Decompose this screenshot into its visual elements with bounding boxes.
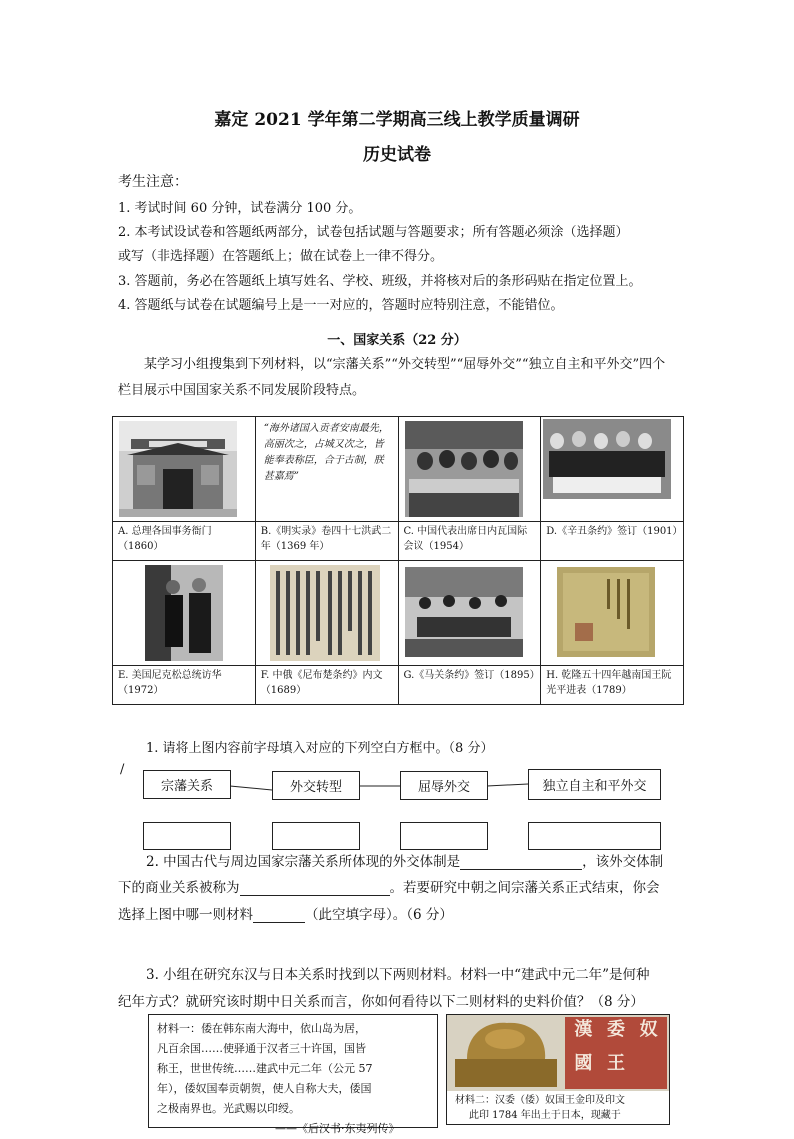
notice-item: 2. 本考试设试卷和答题纸两部分，试卷包括试题与答题要求；所有答题必须涂（选择题） [118, 225, 629, 240]
caption-e: E. 美国尼克松总统访华（1972） [118, 670, 222, 696]
exam-title: 嘉定 2021 学年第二学期高三线上教学质量调研 [214, 110, 580, 130]
answer-blank-2[interactable] [272, 822, 360, 850]
category-box-zongfan: 宗藩关系 [143, 770, 231, 799]
material-2-box [446, 1014, 670, 1125]
seal-impression: 漢 委 奴 國 王 [574, 1019, 658, 1074]
answer-line[interactable] [460, 853, 582, 870]
caption-f: F. 中俄《尼布楚条约》内文（1689） [260, 670, 383, 696]
section-heading: 一、国家关系（22 分） [327, 333, 467, 348]
material-2-caption: 材料二：汉委（倭）奴国王金印及印文 此印 1784 年出土于日本，现藏于 [455, 1095, 625, 1121]
material-1-box: 材料一：倭在韩东南大海中，依山岛为居， 凡百余国……使驿通于汉者三十许国，国皆 称王，世世传统……建武中元二年（公元 57 年），倭奴国奉贡朝贺，使人自称大夫，倭国 之极南界也。光武赐以印绶。 ——《后汉书·东夷列传》 [148, 1014, 438, 1128]
notice-heading: 考生注意： [118, 174, 188, 190]
notice-item: 1. 考试时间 60 分钟，试卷满分 100 分。 [118, 201, 362, 216]
question-3-line-1: 3. 小组在研究东汉与日本关系时找到以下两则材料。材料一中“建武中元二年”是何种 [146, 967, 650, 983]
answer-line[interactable] [240, 879, 390, 896]
quote-text: “海外诸国入贡者安南最先，高丽次之，占城又次之，皆能奉表称臣，合于古制，朕甚嘉焉” [263, 423, 389, 482]
caption-d: D.《辛丑条约》签订（1901） [546, 526, 683, 537]
category-box-transition: 外交转型 [272, 771, 360, 800]
question-2-line-1: 2. 中国古代与周边国家宗藩关系所体现的外交体制是 ，该外交体制 [146, 854, 664, 870]
category-box-independent: 独立自主和平外交 [528, 769, 661, 800]
exam-subtitle: 历史试卷 [363, 145, 431, 165]
notice-item: 或写（非选择题）在答题纸上；做在试卷上一律不得分。 [118, 249, 444, 264]
caption-a: A. 总理各国事务衙门（1860） [118, 526, 212, 552]
caption-g: G.《马关条约》签订（1895） [403, 670, 540, 681]
answer-line[interactable] [253, 906, 305, 923]
question-1: 1. 请将上图内容前字母填入对应的下列空白方框中。（8 分） [146, 741, 494, 756]
answer-blank-4[interactable] [528, 822, 661, 850]
category-box-humiliation: 屈辱外交 [400, 771, 488, 800]
notice-item: 3. 答题前，务必在答题纸上填写姓名、学校、班级，并将核对后的条形码贴在指定位置上。 [118, 274, 642, 289]
section-intro: 某学习小组搜集到下列材料，以“宗藩关系”“外交转型”“屈辱外交”“独立自主和平外交”四个栏目展示中国国家关系不同发展阶段特点。 [118, 357, 666, 398]
question-2-line-3: 选择上图中哪一则材料 （此空填字母）。（6 分） [118, 907, 453, 923]
caption-h: H. 乾隆五十四年越南国王阮光平进表（1789） [546, 670, 672, 696]
answer-blank-3[interactable] [400, 822, 488, 850]
question-3-line-2: 纪年方式？就研究该时期中日关系而言，你如何看待以下二则材料的史料价值？（8 分） [118, 994, 644, 1010]
caption-b: B.《明实录》卷四十七洪武二年（1369 年） [260, 526, 392, 552]
notice-item: 4. 答题纸与试卷在试题编号上是一一对应的，答题时应特别注意，不能错位。 [118, 298, 564, 313]
question-2-line-2: 下的商业关系被称为 。若要研究中朝之间宗藩关系正式结束，你会 [118, 880, 660, 896]
answer-blank-1[interactable] [143, 822, 231, 850]
stray-slash: / [120, 762, 125, 777]
caption-c: C. 中国代表出席日内瓦国际会议（1954） [403, 526, 528, 552]
